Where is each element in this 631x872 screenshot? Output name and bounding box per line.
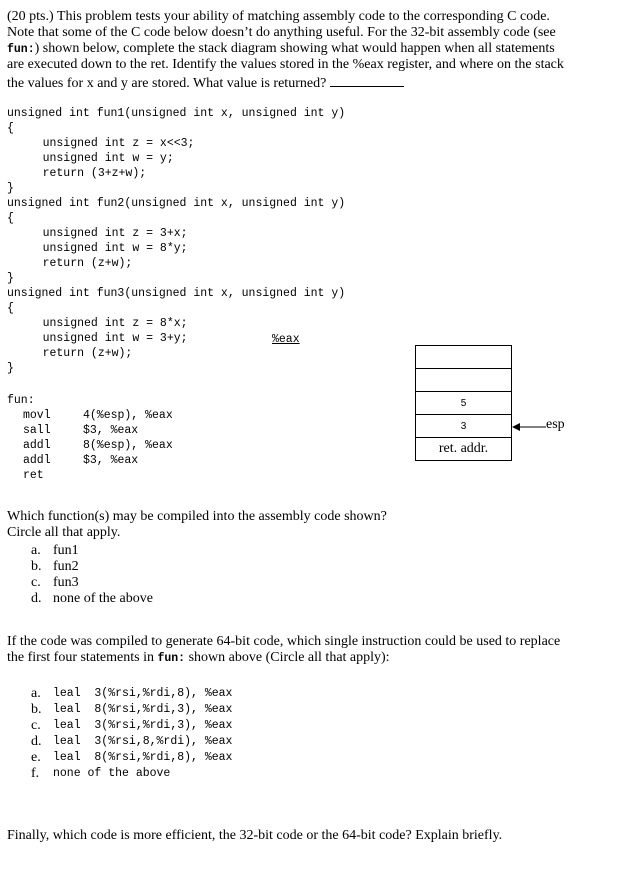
- asm-fun-label: fun:: [7, 394, 35, 407]
- eax-label: %eax: [272, 333, 300, 346]
- option-text: leal 8(%rsi,%rdi,8), %eax: [53, 751, 233, 764]
- asm-op: addl: [23, 439, 51, 452]
- option-text: fun2: [53, 559, 79, 574]
- esp-arrow-icon: [512, 420, 548, 434]
- q2-fun-label: fun:: [157, 652, 186, 665]
- question-2: [7, 634, 627, 666]
- stack-cell: 5: [416, 391, 511, 414]
- q1-option-d[interactable]: [31, 591, 427, 607]
- asm-line: [23, 438, 173, 453]
- asm-args: 8(%esp), %eax: [83, 439, 173, 452]
- asm-code-block: [7, 393, 173, 483]
- intro-line-3: [7, 41, 627, 57]
- q2-option-a[interactable]: [31, 686, 232, 702]
- fun1-signature: unsigned int fun1(unsigned int x, unsigned int y): [7, 107, 346, 120]
- fun1-close-brace: }: [7, 182, 14, 195]
- option-label: c.: [31, 575, 41, 590]
- fun2-return-line: return (z+w);: [15, 257, 133, 270]
- fun1-return-line: return (3+z+w);: [15, 167, 147, 180]
- asm-op: addl: [23, 454, 51, 467]
- fun2-close-brace: }: [7, 272, 14, 285]
- option-label: c.: [31, 718, 41, 733]
- option-text: leal 3(%rsi,8,%rdi), %eax: [53, 735, 233, 748]
- option-text: leal 3(%rsi,%rdi,8), %eax: [53, 687, 233, 700]
- intro-line-3-text: ) shown below, complete the stack diagram showing what would happen when all statements: [34, 41, 555, 56]
- fun2-open-brace: {: [7, 212, 14, 225]
- option-label: a.: [31, 543, 41, 558]
- q2-option-c[interactable]: [31, 718, 232, 734]
- answer-blank: [330, 73, 404, 87]
- stack-diagram: [415, 345, 512, 461]
- q2-line-1: If the code was compiled to generate 64-bit code, which single instruction could be used to replace: [7, 634, 561, 649]
- q1-line-1: Which function(s) may be compiled into the assembly code shown?: [7, 509, 387, 524]
- q2-line-2: [7, 650, 627, 666]
- asm-line: [23, 423, 173, 438]
- q1-option-a[interactable]: [31, 543, 427, 559]
- asm-op: movl: [23, 409, 51, 422]
- fun3-z-line: unsigned int z = 8*x;: [15, 317, 188, 330]
- option-text: none of the above: [53, 767, 171, 780]
- fun1-w-line: unsigned int w = y;: [15, 152, 174, 165]
- intro-line-1: (20 pts.) This problem tests your ability of matching assembly code to the corresponding C code.: [7, 9, 550, 24]
- fun1-z-line: unsigned int z = x<<3;: [15, 137, 195, 150]
- intro-line-4: are executed down to the ret. Identify the values stored in the %eax register, and where on the stack: [7, 57, 564, 72]
- fun3-open-brace: {: [7, 302, 14, 315]
- q2-line-2a: the first four statements in: [7, 650, 158, 665]
- q2-options: [31, 686, 232, 782]
- question-3: Finally, which code is more efficient, the 32-bit code or the 64-bit code? Explain briefly.: [7, 828, 503, 843]
- asm-line: [23, 468, 173, 483]
- q2-option-e[interactable]: [31, 750, 232, 766]
- stack-cell: 3: [416, 414, 511, 437]
- intro-line-5-text: the values for x and y are stored. What value is returned?: [7, 76, 327, 91]
- q1-options: [31, 543, 427, 607]
- asm-args: 4(%esp), %eax: [83, 409, 173, 422]
- fun3-return-line: return (z+w);: [15, 347, 133, 360]
- option-text: leal 8(%rsi,%rdi,3), %eax: [53, 703, 233, 716]
- q2-option-d[interactable]: [31, 734, 232, 750]
- asm-args: $3, %eax: [83, 454, 139, 467]
- q2-option-b[interactable]: [31, 702, 232, 718]
- intro-line-2-text: Note that some of the C code below doesn’t do anything useful. For the 32-bit assembly code (see: [7, 25, 556, 40]
- problem-intro: [7, 9, 627, 92]
- option-label: f.: [31, 766, 40, 781]
- stack-cell-ret-addr: ret. addr.: [416, 437, 511, 460]
- esp-label: esp: [546, 417, 565, 432]
- option-text: fun3: [53, 575, 79, 590]
- stack-cell: [416, 346, 511, 368]
- asm-line: [23, 453, 173, 468]
- q1-line-2: Circle all that apply.: [7, 525, 121, 540]
- option-label: d.: [31, 734, 42, 749]
- q1-option-b[interactable]: [31, 559, 427, 575]
- fun2-signature: unsigned int fun2(unsigned int x, unsigned int y): [7, 197, 346, 210]
- q1-option-c[interactable]: [31, 575, 427, 591]
- fun3-close-brace: }: [7, 362, 14, 375]
- option-label: b.: [31, 559, 42, 574]
- option-label: a.: [31, 686, 41, 701]
- intro-fun-label: fun:: [7, 43, 35, 56]
- fun2-w-line: unsigned int w = 8*y;: [15, 242, 188, 255]
- option-label: b.: [31, 702, 42, 717]
- fun1-open-brace: {: [7, 122, 14, 135]
- asm-op: sall: [23, 424, 51, 437]
- fun3-signature: unsigned int fun3(unsigned int x, unsigned int y): [7, 287, 346, 300]
- stack-cell: [416, 368, 511, 391]
- asm-args: $3, %eax: [83, 424, 139, 437]
- fun3-w-line: unsigned int w = 3+y;: [15, 332, 188, 345]
- q2-option-f[interactable]: [31, 766, 232, 782]
- intro-line-5: [7, 73, 627, 92]
- fun2-z-line: unsigned int z = 3+x;: [15, 227, 188, 240]
- asm-line: [23, 408, 173, 423]
- option-text: none of the above: [53, 591, 153, 606]
- question-1: [7, 509, 427, 607]
- option-label: d.: [31, 591, 42, 606]
- intro-line-2: [7, 25, 627, 41]
- q2-line-2b: shown above (Circle all that apply):: [185, 650, 390, 665]
- option-text: fun1: [53, 543, 79, 558]
- asm-op: ret: [23, 469, 44, 482]
- option-text: leal 3(%rsi,%rdi,3), %eax: [53, 719, 233, 732]
- option-label: e.: [31, 750, 41, 765]
